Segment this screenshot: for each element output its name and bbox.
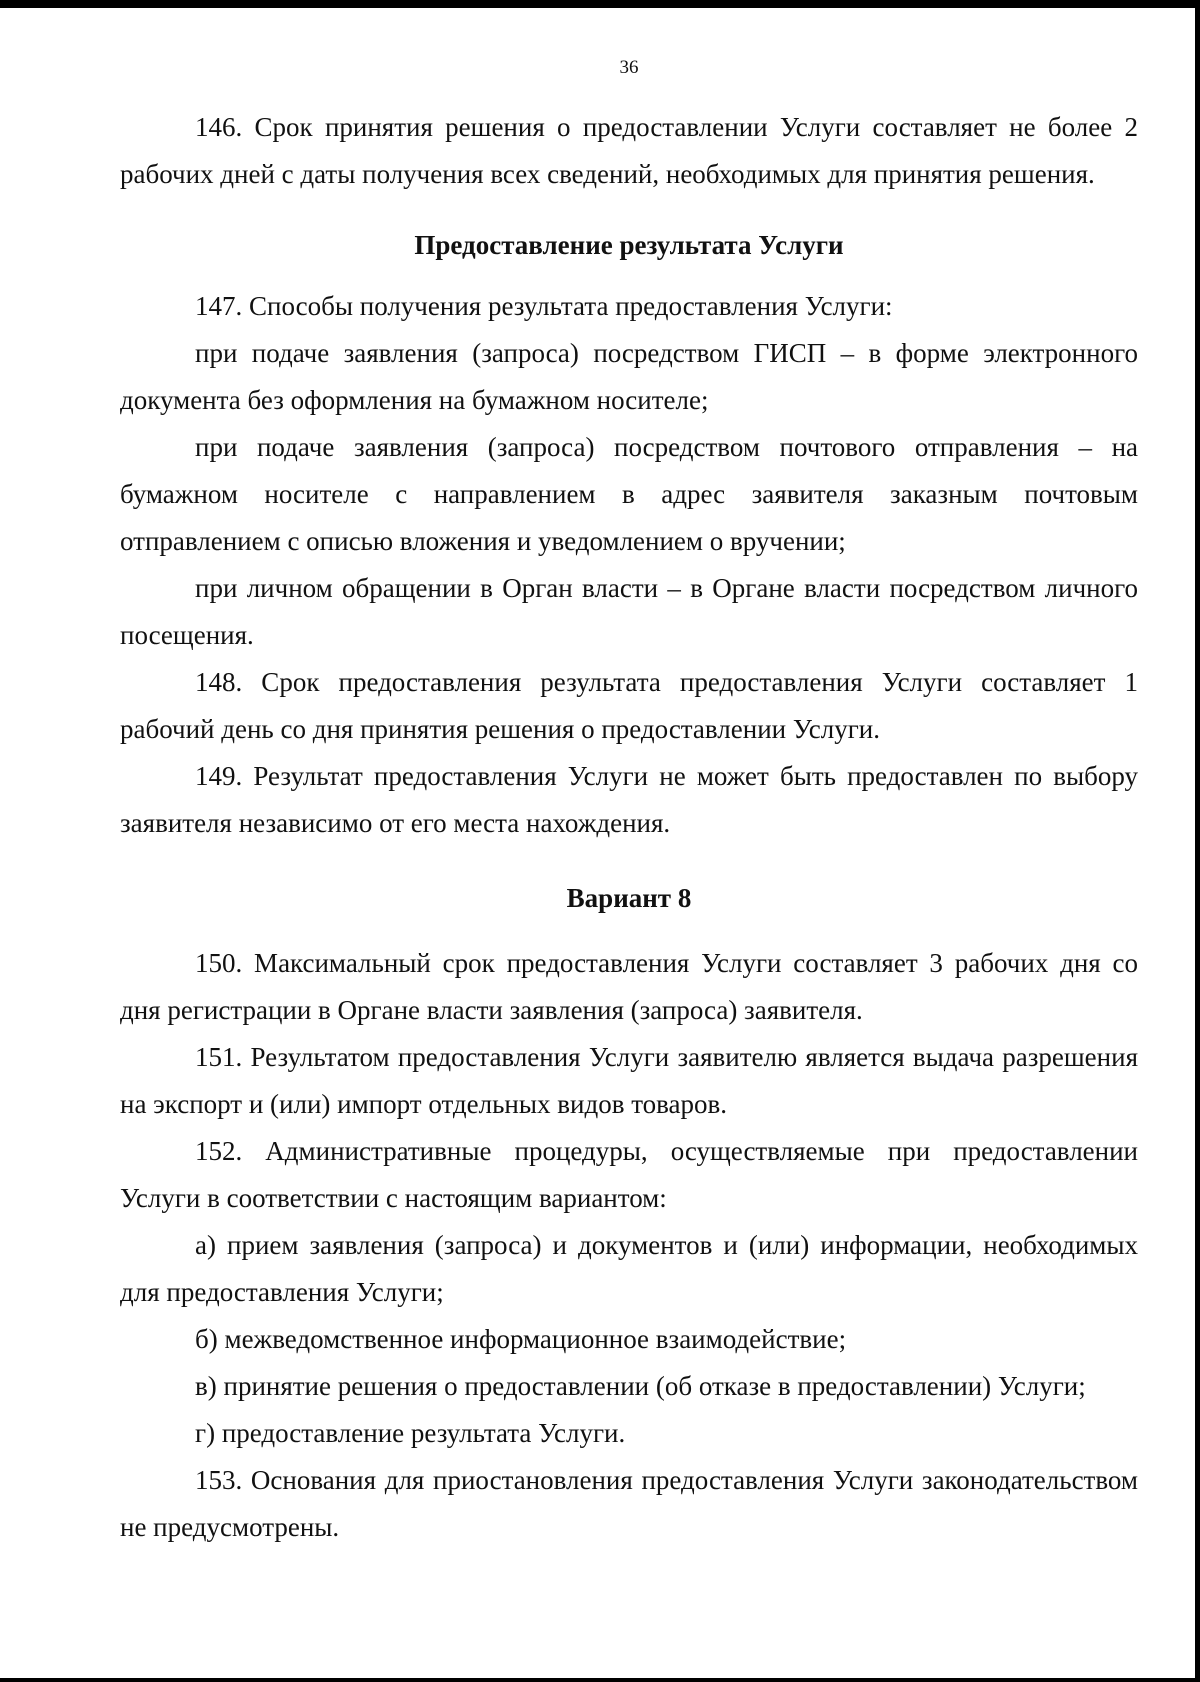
document-page — [120, 52, 1138, 1551]
scan-border-top — [0, 0, 1200, 8]
list-item-b: б) межведомственное информационное взаимодействие; — [195, 1324, 847, 1354]
paragraph-148: 148. Срок предоставления результата предоставления Услуги составляет 1 рабочий день со дня принятия решения о предоставлении Услуги. — [120, 667, 1138, 744]
paragraph-151: 151. Результатом предоставления Услуги заявителю является выдача разрешения на экспорт и (или) импорт отдельных видов товаров. — [120, 1042, 1138, 1119]
section-heading-variant: Вариант 8 — [566, 883, 692, 913]
page-number: 36 — [619, 57, 639, 78]
scan-border-right — [1195, 0, 1200, 1682]
section-heading-result: Предоставление результата Услуги — [414, 230, 844, 260]
scan-border-bottom — [0, 1678, 1200, 1682]
paragraph-gisp: при подаче заявления (запроса) посредством ГИСП – в форме электронного документа без оформления на бумажном носителе; — [120, 338, 1138, 415]
paragraph-150: 150. Максимальный срок предоставления Услуги составляет 3 рабочих дня со дня регистрации в Органе власти заявления (запроса) заявителя. — [120, 948, 1138, 1025]
list-item-v: в) принятие решения о предоставлении (об отказе в предоставлении) Услуги; — [195, 1371, 1086, 1401]
paragraph-152: 152. Административные процедуры, осуществляемые при предоставлении Услуги в соответствии с настоящим вариантом: — [120, 1136, 1138, 1213]
paragraph-post: при подаче заявления (запроса) посредством почтового отправления – на бумажном носителе с направлением в адрес заявителя заказным почтовым отправлением с описью вложения и уведомлением о вручении; — [120, 432, 1138, 556]
paragraph-149: 149. Результат предоставления Услуги не может быть предоставлен по выбору заявителя независимо от его места нахождения. — [120, 761, 1138, 838]
list-item-g: г) предоставление результата Услуги. — [195, 1418, 626, 1448]
paragraph-personal: при личном обращении в Орган власти – в Органе власти посредством личного посещения. — [120, 573, 1138, 650]
paragraph-153: 153. Основания для приостановления предоставления Услуги законодательством не предусмотрены. — [120, 1465, 1138, 1542]
paragraph-147: 147. Способы получения результата предоставления Услуги: — [195, 291, 893, 321]
list-item-a: а) прием заявления (запроса) и документов и (или) информации, необходимых для предоставления Услуги; — [120, 1230, 1138, 1307]
paragraph-146: 146. Срок принятия решения о предоставлении Услуги составляет не более 2 рабочих дней с даты получения всех сведений, необходимых для принятия решения. — [120, 112, 1138, 189]
